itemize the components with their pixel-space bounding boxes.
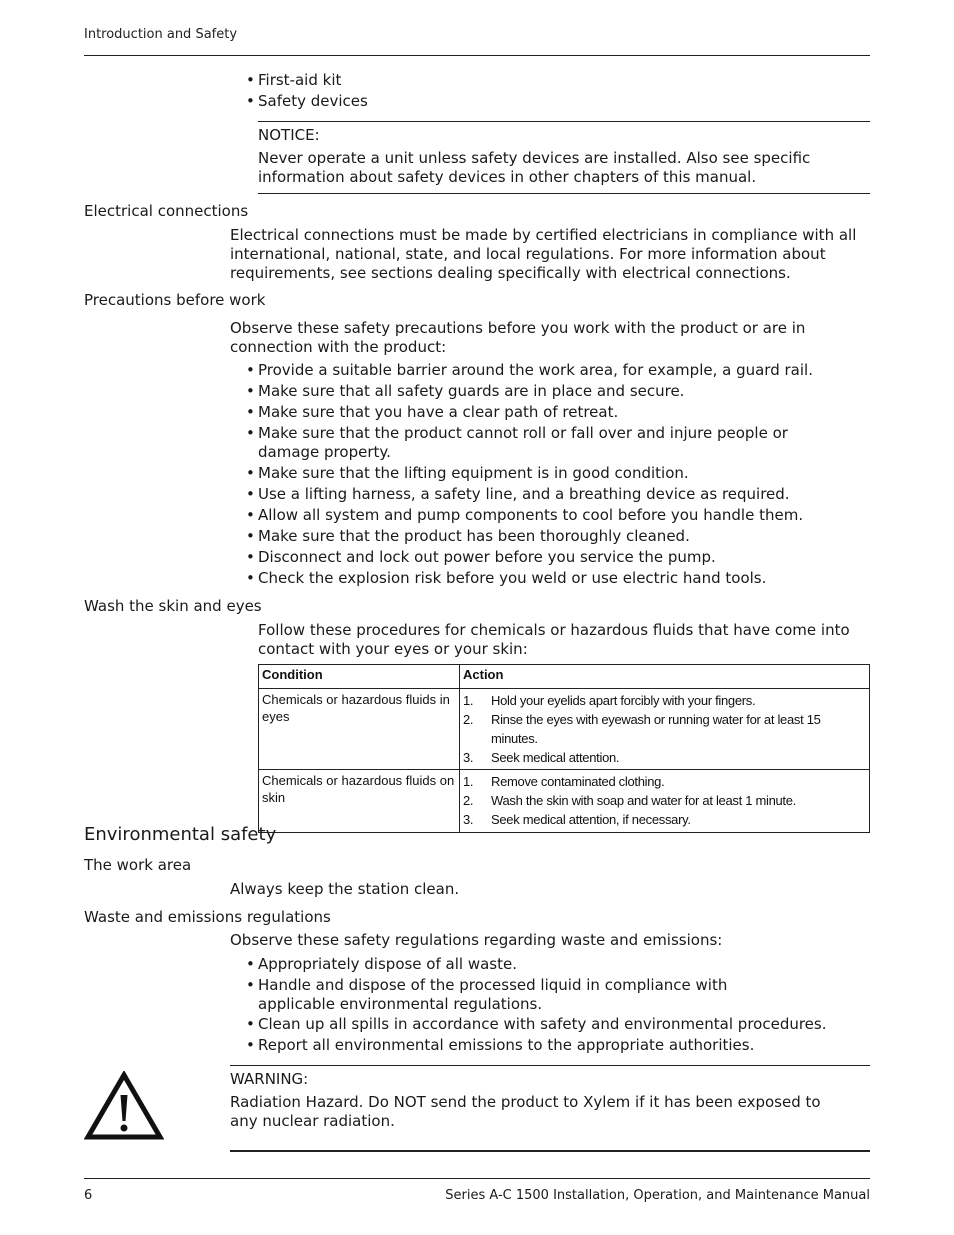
precautions-intro: Observe these safety precautions before you work with the product or are in connection with the product: — [230, 319, 806, 356]
notice-top-rule — [258, 121, 870, 122]
action-cell — [460, 770, 870, 833]
warning-label: WARNING: — [230, 1070, 309, 1088]
action-cell — [460, 689, 870, 770]
action-step: 2. Rinse the eyes with eyewash or running water for at least 15 minutes. — [463, 712, 821, 746]
column-header-action: Action — [460, 665, 870, 689]
list-item: • Appropriately dispose of all waste. — [246, 955, 517, 973]
list-item: • Clean up all spills in accordance with safety and environmental procedures. — [246, 1015, 827, 1033]
list-item: • Safety devices — [246, 92, 368, 110]
list-item: • Check the explosion risk before you weld or use electric hand tools. — [246, 569, 767, 587]
wash-intro: Follow these procedures for chemicals or hazardous fluids that have come into contact with your eyes or your skin: — [258, 621, 850, 658]
condition-cell: Chemicals or hazardous fluids in eyes — [259, 689, 460, 770]
list-item: • Make sure that the lifting equipment is in good condition. — [246, 464, 689, 482]
warning-top-rule — [230, 1065, 870, 1066]
page-number: 6 — [84, 1188, 93, 1203]
table-row — [259, 770, 870, 833]
manual-title: Series A-C 1500 Installation, Operation, and Maintenance Manual — [445, 1188, 870, 1203]
waste-intro: Observe these safety regulations regarding waste and emissions: — [230, 931, 723, 949]
action-step: 2. Wash the skin with soap and water for at least 1 minute. — [463, 793, 796, 808]
list-item: • Make sure that you have a clear path of retreat. — [246, 403, 619, 421]
section-heading-waste: Waste and emissions regulations — [84, 908, 331, 926]
first-aid-table — [258, 664, 870, 833]
list-item: • First-aid kit — [246, 71, 342, 89]
list-item: • Report all environmental emissions to the appropriate authorities. — [246, 1036, 755, 1054]
list-item: • Use a lifting harness, a safety line, and a breathing device as required. — [246, 485, 790, 503]
action-step: 1. Remove contaminated clothing. — [463, 774, 665, 789]
list-item: • Handle and dispose of the processed liquid in compliance with applicable environmental regulations. — [246, 976, 728, 1013]
warning-triangle-icon — [84, 1071, 164, 1145]
work-area-text: Always keep the station clean. — [230, 880, 460, 898]
section-heading-wash: Wash the skin and eyes — [84, 597, 262, 615]
warning-bottom-rule — [230, 1150, 870, 1152]
running-header: Introduction and Safety — [84, 27, 238, 42]
list-item: • Allow all system and pump components to cool before you handle them. — [246, 506, 804, 524]
header-divider — [84, 55, 870, 56]
condition-cell: Chemicals or hazardous fluids on skin — [259, 770, 460, 833]
table-header-row — [259, 665, 870, 689]
section-heading-work-area: The work area — [84, 856, 192, 874]
warning-text: Radiation Hazard. Do NOT send the product to Xylem if it has been exposed to any nuclear radiation. — [230, 1093, 821, 1130]
notice-text: Never operate a unit unless safety devices are installed. Also see specific information about safety devices in other chapters of this manual. — [258, 149, 811, 186]
notice-label: NOTICE: — [258, 126, 320, 144]
action-step: 3. Seek medical attention. — [463, 750, 620, 765]
electrical-text: Electrical connections must be made by certified electricians in compliance with all international, national, state, and local regulations. For more information about requirements, see sections dealing specifically with electrical connections. — [230, 226, 857, 282]
column-header-condition: Condition — [259, 665, 460, 689]
list-item: • Make sure that all safety guards are in place and secure. — [246, 382, 685, 400]
section-heading-electrical: Electrical connections — [84, 202, 249, 220]
action-step: 1. Hold your eyelids apart forcibly with your fingers. — [463, 693, 756, 708]
section-heading-environmental: Environmental safety — [84, 824, 277, 845]
list-item: • Disconnect and lock out power before you service the pump. — [246, 548, 716, 566]
list-item: • Provide a suitable barrier around the work area, for example, a guard rail. — [246, 361, 813, 379]
notice-bottom-rule — [258, 193, 870, 194]
list-item: • Make sure that the product has been thoroughly cleaned. — [246, 527, 690, 545]
list-item: • Make sure that the product cannot roll or fall over and injure people or damage property. — [246, 424, 788, 461]
table-row — [259, 689, 870, 770]
footer-divider — [84, 1178, 870, 1179]
action-step: 3. Seek medical attention, if necessary. — [463, 812, 691, 827]
section-heading-precautions: Precautions before work — [84, 291, 266, 309]
